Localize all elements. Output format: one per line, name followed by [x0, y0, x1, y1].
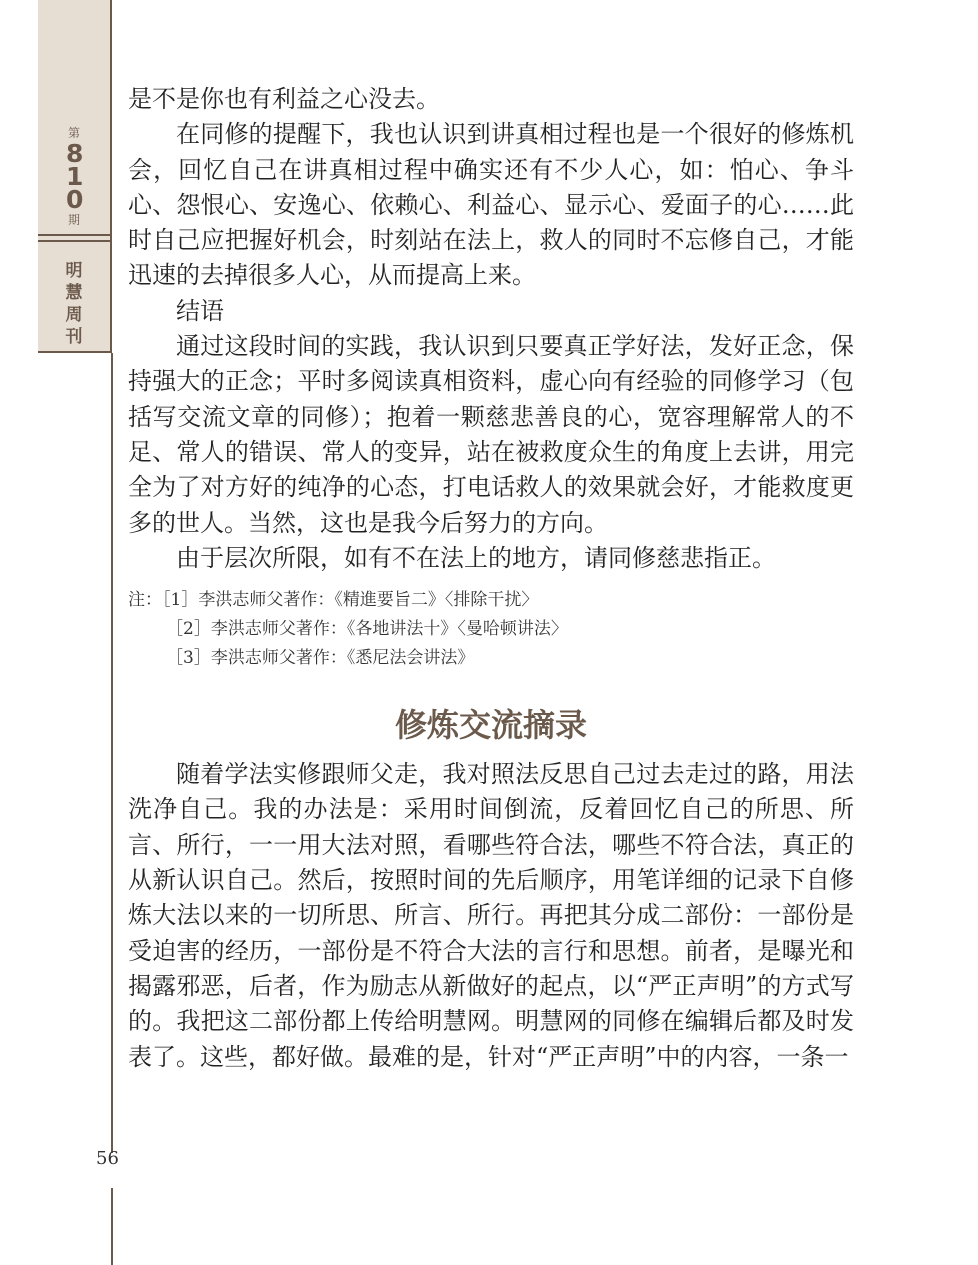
article-body [128, 82, 854, 576]
footnote: 注：［1］李洪志师父著作：《精進要旨二》〈排除干扰〉 [128, 590, 539, 611]
issue-tab [38, 0, 112, 353]
page-content [128, 82, 854, 1075]
footnotes [128, 586, 854, 673]
margin-rule [111, 1188, 113, 1265]
issue-suffix: 期 [67, 213, 80, 227]
tab-divider [38, 240, 110, 242]
issue-label [38, 124, 110, 229]
section-body [128, 757, 854, 1075]
paragraph: 通过这段时间的实践，我认识到只要真正学好法，发好正念，保持强大的正念；平时多阅读真相资料，虚心向有经验的同修学习（包括写交流文章的同修）；抱着一颗慈悲善良的心，宽容理解常人的不足、常人的错误、常人的变异，站在被救度众生的角度上去讲，用完全为了对方好的纯净的心态，打电话救人的效果就会好，才能救度更多的世人。当然，这也是我今后努力的方向。 [128, 332, 854, 537]
issue-prefix: 第 [67, 126, 80, 140]
footnote: ［3］李洪志师父著作：《悉尼法会讲法》 [166, 648, 475, 669]
issue-number: 810 [66, 139, 84, 214]
tab-divider [38, 234, 110, 236]
footnote: ［2］李洪志师父著作：《各地讲法十》〈曼哈顿讲法〉 [166, 619, 568, 640]
paragraph: 是不是你也有利益之心没去。 [128, 85, 440, 113]
paragraph: 由于层次所限，如有不在法上的地方，请同修慈悲指正。 [176, 543, 776, 572]
paragraph: 随着学法实修跟师父走，我对照法反思自己过去走过的路，用法洗净自己。我的办法是：采用时间倒流，反着回忆自己的所思、所言、所行，一一用大法对照，看哪些符合法，哪些不符合法，真正的从新认识自己。然后，按照时间的先后顺序，用笔详细的记录下自修炼大法以来的一切所思、所言、所行。再把其分成二部份：一部份是受迫害的经历，一部份是不符合大法的言行和思想。前者，是曝光和揭露邪恶，后者，作为励志从新做好的起点，以“严正声明”的方式写的。我把这二部份都上传给明慧网。明慧网的同修在编辑后都及时发表了。这些，都好做。最难的是，针对“严正声明”中的内容，一条一 [128, 760, 854, 1071]
page-number: 56 [96, 1148, 119, 1169]
subheading: 结语 [176, 296, 224, 325]
section-title: 修炼交流摘录 [394, 706, 587, 745]
brand-label: 明慧周刊 [65, 261, 83, 347]
margin-rule [111, 353, 113, 1153]
paragraph: 在同修的提醒下，我也认识到讲真相过程也是一个很好的修炼机会，回忆自己在讲真相过程中确实还有不少人心，如：怕心、争斗心、怨恨心、安逸心、依赖心、利益心、显示心、爱面子的心……此时自己应把握好机会，时刻站在法上，救人的同时不忘修自己，才能迅速的去掉很多人心，从而提高上来。 [128, 120, 854, 290]
